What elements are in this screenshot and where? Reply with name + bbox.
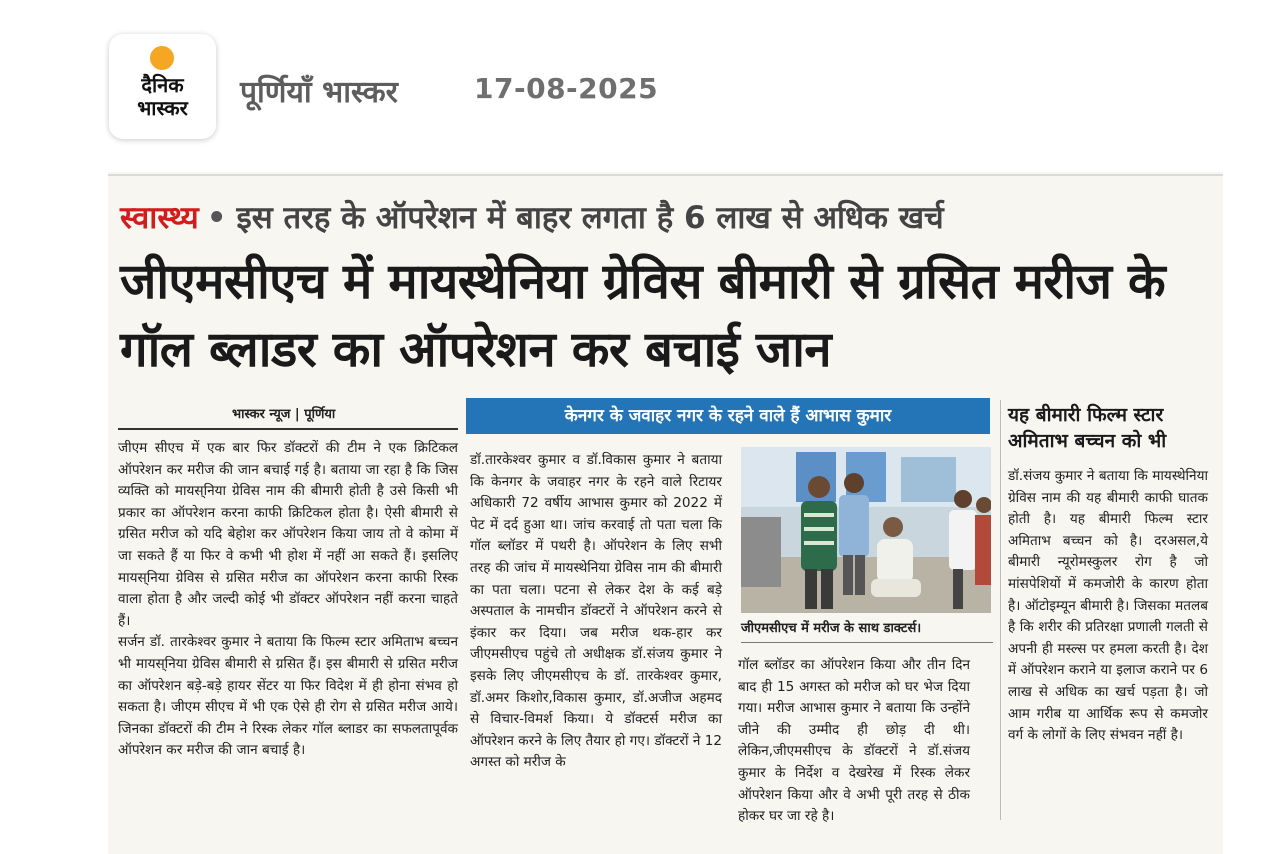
paragraph: जीएम सीएच में एक बार फिर डॉक्टरों की टीम ने एक क्रिटिकल ऑपरेशन कर मरीज की जान बचाई गई है। बताया जा रहा है कि जिस व्यक्ति को मायस्‌निया ग्रेविस नाम की बीमारी होती है उसे किसी भी प्रकार का ऑपरेशन करना काफी क्रिटिकल होता है। ऐसी बीमारी से ग्रसित मरीज को यदि बेहोश कर ऑपरेशन किया जाय तो वे कोमा में जा सकते हैं या फिर वे कभी भी होश में नहीं आ सकते हैं। इसलिए मायस्‌निया ग्रेविस से ग्रसित मरीज का ऑपरेशन करना काफी रिस्क वाला होता है और जल्दी कोई भी डॉक्टर ऑपरेशन नहीं करना चाहते हैं। [118,440,458,629]
edition-name: पूर्णियाँ भास्कर [240,75,398,110]
divider [118,428,458,430]
byline: भास्कर न्यूज | पूर्णिया [232,407,336,422]
sidebar-heading: यह बीमारी फिल्म स्टार अमिताभ बच्चन को भी [1008,404,1167,452]
kicker-text: इस तरह के ऑपरेशन में बाहर लगता है 6 लाख से अधिक खर्च [236,200,944,236]
article-column-1 [118,438,458,762]
column-divider [1000,400,1001,820]
article-column-2: डॉ.तारकेश्वर कुमार व डॉ.विकास कुमार ने बताया कि केनगर के जवाहर नगर के रहने वाले रिटायर अधिकारी 72 वर्षीय आभास कुमार को 2022 में पेट में दर्द हुआ था। जांच करवाई तो पता चला कि गॉल ब्लॉडर में पथरी है। ऑपरेशन के लिए सभी तरह की जांच में मायस्थेनिया ग्रेविस नाम की बीमारी का पता चला। पटना से लेकर देश के कई बड़े अस्पताल के नामचीन डॉक्टरों ने ऑपरेशन करने से इंकार कर दिया। जब मरीज थक-हार कर जीएमसीएच पहुंचे तो अधीक्षक डॉ.संजय कुमार ने इसके लिए जीएमसीएच के डॉ. तारकेश्वर कुमार, डॉ.अमर किशोर,विकास कुमार, डॉ.अजीज अहमद से विचार-विमर्श किया। ये डॉक्टर्स मरीज का ऑपरेशन करने के लिए तैयार हो गए। डॉक्टरों ने 12 अगस्त को मरीज के [470,452,722,771]
divider [108,174,1223,176]
article-kicker [120,196,944,238]
bullet-separator: • [206,200,227,236]
logo-text-line1: दैनिक [141,73,184,97]
photo-caption: जीएमसीएच में मरीज के साथ डाक्टर्स। [741,621,922,636]
doctors-with-patient-photo [741,447,991,613]
article-column-3: गॉल ब्लॉडर का ऑपरेशन किया और तीन दिन बाद ही 15 अगस्त को मरीज को घर भेज दिया गया। मरीज आभास कुमार ने बताया कि उन्होंने जीने की उम्मीद ही छोड़ दी थी। लेकिन,जीएमसीएच के डॉक्टरों ने डॉ.संजय कुमार के निर्देश व देखरेख में रिस्क लेकर ऑपरेशन किया और वे अभी पूरी तरह से ठीक होकर घर जा रहे है। [738,657,970,825]
article-headline: जीएमसीएच में मायस्थेनिया ग्रेविस बीमारी से ग्रसित मरीज के गॉल ब्लाडर का ऑपरेशन कर बचाई जान [120,253,1166,378]
logo-text-line2: भास्कर [137,96,188,120]
news-photo [741,447,991,613]
sidebar-text: डॉ.संजय कुमार ने बताया कि मायस्थेनिया ग्रेविस नाम की यह बीमारी काफी घातक होती है। यह बीमारी फिल्म स्टार अमिताभ बच्चन को है। दरअसल,ये बीमारी न्यूरोमस्कुलर रोग है जो मांसपेशियों में कमजोरी के कारण होता है। ऑटोइम्यून बीमारी है। जिसका मतलब है कि शरीर की प्रतिरक्षा प्रणाली गलती से अपनी ही मस्ल्स पर हमला करती है। देश में ऑपरेशन कराने या इलाज कराने पर 6 लाख से अधिक का खर्च पड़ता है। जो आम गरीब या आर्थिक रूप से कमजोर वर्ग के लोगों के लिए संभवन नहीं है। [1008,468,1208,744]
paragraph: सर्जन डॉ. तारकेश्वर कुमार ने बताया कि फिल्म स्टार अमिताभ बच्चन भी मायस्‌निया ग्रेविस बीमारी से ग्रसित हैं। इस बीमारी से ग्रसित मरीज का ऑपरेशन बड़े-बड़े हायर सेंटर या फिर विदेश में ही होना संभव हो सकता है। जीएम सीएच में भी एक ऐसे ही रोग से ग्रसित मरीज आये। जिनका डॉक्टरों की टीम ने रिस्क लेकर गॉल ब्लाडर का सफलतापूर्वक ऑपरेशन कर मरीज की जान बचाई है। [118,634,458,759]
dainik-bhaskar-logo [109,34,216,139]
subsection-banner: केनगर के जवाहर नगर के रहने वाले हैं आभास कुमार [466,398,990,434]
category-label: स्वास्थ्य [120,200,199,236]
publish-date: 17-08-2025 [474,72,659,105]
sun-logo-icon [150,46,174,70]
divider [741,642,993,643]
